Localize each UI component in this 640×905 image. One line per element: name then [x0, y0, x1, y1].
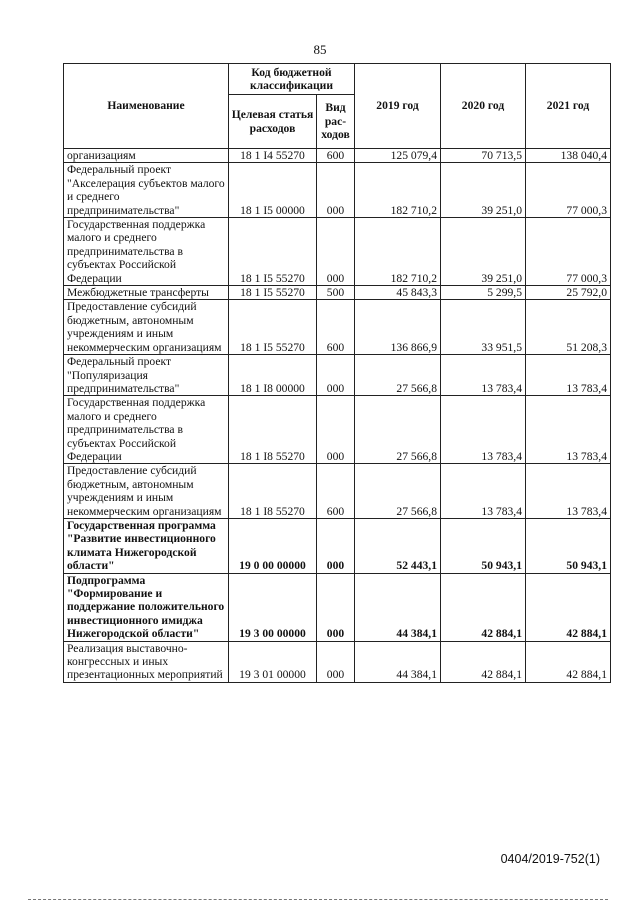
- row-value-2020: 39 251,0: [441, 163, 526, 218]
- table-row: [64, 286, 611, 300]
- row-value-2021: 77 000,3: [526, 218, 611, 286]
- table-row: [64, 464, 611, 519]
- row-target-code: 18 1 I8 55270: [229, 464, 317, 519]
- row-value-2021: 138 040,4: [526, 149, 611, 163]
- row-value-2019: 27 566,8: [355, 464, 441, 519]
- table-body: [64, 149, 611, 683]
- row-name: Предоставление субсидий бюджетным, автономным учреждениям и иным некоммерческим организациям: [64, 464, 229, 519]
- row-value-2020: 13 783,4: [441, 355, 526, 396]
- row-value-2021: 50 943,1: [526, 518, 611, 573]
- row-name: Межбюджетные трансферты: [64, 286, 229, 300]
- row-name: Федеральный проект "Популяризация предпринимательства": [64, 355, 229, 396]
- row-value-2020: 13 783,4: [441, 464, 526, 519]
- row-expense-kind: 000: [317, 163, 355, 218]
- header-code-group: Код бюджетной классификации: [229, 64, 355, 95]
- header-name: Наименование: [64, 64, 229, 149]
- row-expense-kind: 600: [317, 300, 355, 355]
- row-value-2021: 42 884,1: [526, 641, 611, 682]
- row-target-code: 18 1 I4 55270: [229, 149, 317, 163]
- row-value-2019: 45 843,3: [355, 286, 441, 300]
- row-value-2021: 51 208,3: [526, 300, 611, 355]
- row-target-code: 19 3 00 00000: [229, 573, 317, 641]
- row-target-code: 18 1 I5 55270: [229, 286, 317, 300]
- row-target-code: 18 1 I5 00000: [229, 163, 317, 218]
- row-name: организациям: [64, 149, 229, 163]
- table-header: [64, 64, 611, 149]
- row-value-2020: 42 884,1: [441, 573, 526, 641]
- row-value-2021: 42 884,1: [526, 573, 611, 641]
- row-expense-kind: 600: [317, 149, 355, 163]
- row-value-2021: 77 000,3: [526, 163, 611, 218]
- row-value-2020: 39 251,0: [441, 218, 526, 286]
- page-number: 85: [313, 42, 327, 57]
- header-2020: 2020 год: [441, 64, 526, 149]
- row-target-code: 18 1 I5 55270: [229, 218, 317, 286]
- row-value-2019: 52 443,1: [355, 518, 441, 573]
- row-value-2020: 5 299,5: [441, 286, 526, 300]
- table-row: [64, 355, 611, 396]
- document-code: 0404/2019-752(1): [500, 852, 600, 866]
- row-name: Предоставление субсидий бюджетным, автономным учреждениям и иным некоммерческим организациям: [64, 300, 229, 355]
- row-expense-kind: 000: [317, 518, 355, 573]
- row-value-2019: 44 384,1: [355, 641, 441, 682]
- row-value-2021: 13 783,4: [526, 464, 611, 519]
- row-expense-kind: 000: [317, 218, 355, 286]
- row-target-code: 18 1 I5 55270: [229, 300, 317, 355]
- row-value-2019: 44 384,1: [355, 573, 441, 641]
- row-value-2019: 27 566,8: [355, 355, 441, 396]
- table-row: [64, 300, 611, 355]
- row-name: Государственная поддержка малого и среднего предпринимательства в субъектах Российской Федерации: [64, 396, 229, 464]
- table-row: [64, 218, 611, 286]
- table-row: [64, 149, 611, 163]
- row-value-2019: 182 710,2: [355, 163, 441, 218]
- row-target-code: 19 3 01 00000: [229, 641, 317, 682]
- scan-edge-line: [28, 899, 608, 901]
- row-expense-kind: 000: [317, 641, 355, 682]
- row-value-2020: 70 713,5: [441, 149, 526, 163]
- row-value-2020: 50 943,1: [441, 518, 526, 573]
- row-value-2020: 13 783,4: [441, 396, 526, 464]
- row-value-2019: 27 566,8: [355, 396, 441, 464]
- row-value-2019: 136 866,9: [355, 300, 441, 355]
- row-expense-kind: 500: [317, 286, 355, 300]
- row-name: Государственная поддержка малого и среднего предпринимательства в субъектах Российской Федерации: [64, 218, 229, 286]
- row-value-2019: 182 710,2: [355, 218, 441, 286]
- header-2021: 2021 год: [526, 64, 611, 149]
- row-name: Федеральный проект "Акселерация субъектов малого и среднего предпринимательства": [64, 163, 229, 218]
- row-value-2020: 42 884,1: [441, 641, 526, 682]
- budget-table: [63, 63, 611, 683]
- row-value-2021: 25 792,0: [526, 286, 611, 300]
- row-value-2021: 13 783,4: [526, 396, 611, 464]
- row-expense-kind: 000: [317, 573, 355, 641]
- table-row: [64, 163, 611, 218]
- table-row: [64, 573, 611, 641]
- row-target-code: 19 0 00 00000: [229, 518, 317, 573]
- row-value-2021: 13 783,4: [526, 355, 611, 396]
- row-name: Государственная программа "Развитие инвестиционного климата Нижегородской области": [64, 518, 229, 573]
- row-expense-kind: 000: [317, 396, 355, 464]
- table-row: [64, 396, 611, 464]
- row-target-code: 18 1 I8 00000: [229, 355, 317, 396]
- row-expense-kind: 000: [317, 355, 355, 396]
- header-2019: 2019 год: [355, 64, 441, 149]
- row-target-code: 18 1 I8 55270: [229, 396, 317, 464]
- table-row: [64, 518, 611, 573]
- row-name: Реализация выставочно-конгрессных и иных презентационных мероприятий: [64, 641, 229, 682]
- table-row: [64, 641, 611, 682]
- row-value-2020: 33 951,5: [441, 300, 526, 355]
- header-target: Целевая статья расходов: [229, 95, 317, 149]
- row-expense-kind: 600: [317, 464, 355, 519]
- header-kind: Вид рас-ходов: [317, 95, 355, 149]
- row-value-2019: 125 079,4: [355, 149, 441, 163]
- row-name: Подпрограмма "Формирование и поддержание положительного инвестиционного имиджа Нижегородской области": [64, 573, 229, 641]
